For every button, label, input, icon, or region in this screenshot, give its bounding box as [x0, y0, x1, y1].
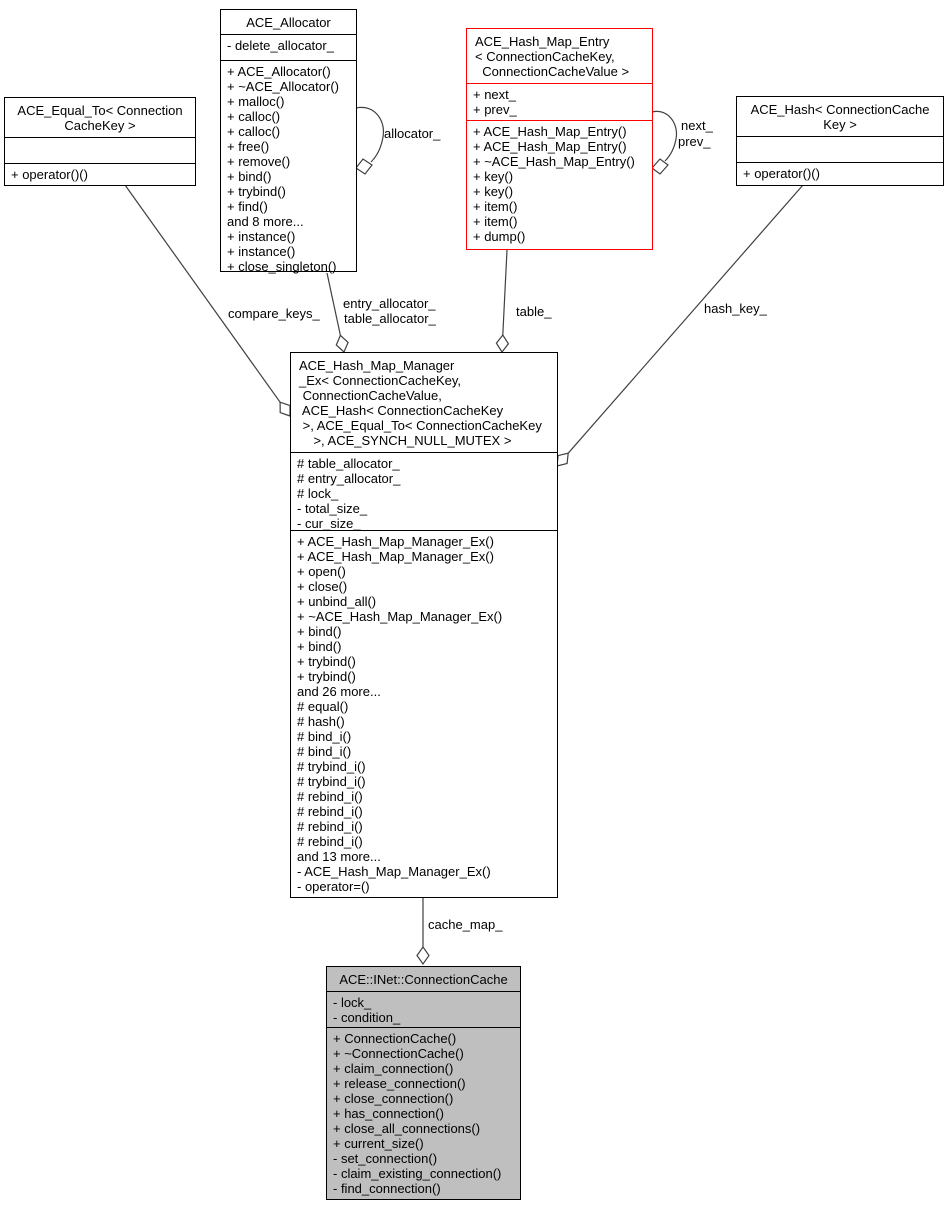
edge-entry-table-allocator — [327, 273, 340, 335]
edge-table — [503, 250, 507, 335]
member-line: - delete_allocator_ — [227, 38, 334, 53]
member-line: + release_connection() — [333, 1076, 466, 1091]
edge-label-entry-allocator: entry_allocator_ — [343, 296, 436, 311]
member-line: + ACE_Hash_Map_Entry() — [473, 124, 627, 139]
edge-label-compare-keys: compare_keys_ — [228, 306, 320, 321]
member-line: + ~ACE_Allocator() — [227, 79, 339, 94]
aggregation-diamond-hash-key — [557, 453, 568, 466]
member-line: CacheKey > — [64, 118, 136, 133]
edge-label-cache-map: cache_map_ — [428, 917, 503, 932]
member-line: + item() — [473, 214, 518, 229]
member-line: # rebind_i() — [297, 789, 363, 804]
member-line: + key() — [473, 184, 514, 199]
member-line: + instance() — [227, 229, 296, 244]
member-line: and 13 more... — [297, 849, 381, 864]
member-line: + key() — [473, 169, 514, 184]
class-title — [467, 29, 652, 84]
member-line: + dump() — [473, 229, 526, 244]
member-line: < ConnectionCacheKey, — [475, 49, 615, 64]
member-line: ACE_Hash< ConnectionCache — [750, 102, 930, 117]
class-box-ace-hash-map-entry[interactable] — [466, 28, 653, 250]
member-line: + ~ACE_Hash_Map_Manager_Ex() — [297, 609, 503, 624]
member-line: + close_all_connections() — [333, 1121, 481, 1136]
member-line: + bind() — [297, 624, 342, 639]
aggregation-diamond-cache-map — [417, 947, 429, 964]
class-title — [291, 353, 557, 453]
class-methods — [5, 164, 195, 185]
member-line: + ACE_Hash_Map_Entry() — [473, 139, 627, 154]
member-line: + claim_connection() — [333, 1061, 454, 1076]
member-line: + close_connection() — [333, 1091, 454, 1106]
edge-label-prev: prev_ — [678, 134, 711, 149]
member-line: # hash() — [297, 714, 345, 729]
member-line: + open() — [297, 564, 346, 579]
member-line: + calloc() — [227, 124, 281, 139]
member-line: # rebind_i() — [297, 819, 363, 834]
member-line: + ConnectionCache() — [333, 1031, 457, 1046]
member-line: + close() — [297, 579, 348, 594]
class-methods — [327, 1028, 520, 1199]
member-line: # trybind_i() — [297, 774, 366, 789]
member-line: ACE_Hash< ConnectionCacheKey — [299, 403, 504, 418]
class-methods — [737, 163, 943, 185]
class-title — [737, 97, 943, 137]
member-line: + operator()() — [11, 167, 88, 182]
class-attributes — [221, 35, 356, 61]
member-line: - set_connection() — [333, 1151, 438, 1166]
member-line: ACE_Equal_To< Connection — [17, 103, 183, 118]
member-line: # rebind_i() — [297, 804, 363, 819]
member-line: + operator()() — [743, 166, 820, 181]
class-methods — [291, 531, 557, 897]
member-line: ACE_Allocator — [246, 15, 331, 30]
member-line: # equal() — [297, 699, 349, 714]
member-line: >, ACE_Equal_To< ConnectionCacheKey — [299, 418, 542, 433]
member-line: + ACE_Hash_Map_Manager_Ex() — [297, 549, 494, 564]
member-line: + free() — [227, 139, 270, 154]
aggregation-diamond-allocator — [356, 159, 372, 174]
member-line: ConnectionCacheValue, — [299, 388, 442, 403]
member-line: + trybind() — [227, 184, 286, 199]
member-line: + ~ACE_Hash_Map_Entry() — [473, 154, 635, 169]
member-line: - cur_size_ — [297, 516, 361, 531]
aggregation-diamond-entry-table-allocator — [336, 335, 348, 352]
member-line: # entry_allocator_ — [297, 471, 401, 486]
member-line: ACE::INet::ConnectionCache — [339, 972, 508, 987]
class-attributes — [291, 453, 557, 531]
member-line: - find_connection() — [333, 1181, 441, 1196]
member-line: + ~ConnectionCache() — [333, 1046, 464, 1061]
member-line: - lock_ — [333, 995, 372, 1010]
member-line: + bind() — [227, 169, 272, 184]
member-line: + has_connection() — [333, 1106, 444, 1121]
member-line: + remove() — [227, 154, 291, 169]
class-attributes — [737, 137, 943, 163]
class-attributes — [327, 992, 520, 1028]
member-line: and 26 more... — [297, 684, 381, 699]
member-line: and 8 more... — [227, 214, 304, 229]
member-line: + close_singleton() — [227, 259, 337, 274]
member-line: ConnectionCacheValue > — [475, 64, 630, 79]
member-line: + find() — [227, 199, 268, 214]
member-line: # table_allocator_ — [297, 456, 400, 471]
member-line: # bind_i() — [297, 729, 352, 744]
member-line: - claim_existing_connection() — [333, 1166, 502, 1181]
aggregation-diamond-compare-keys — [280, 402, 290, 416]
member-line: + instance() — [227, 244, 296, 259]
class-attributes — [467, 84, 652, 121]
member-line: + trybind() — [297, 654, 356, 669]
edge-label-table-allocator: table_allocator_ — [344, 311, 436, 326]
class-box-ace-equal-to[interactable] — [4, 97, 196, 186]
class-methods — [221, 61, 356, 277]
class-title — [5, 98, 195, 138]
member-line: + bind() — [297, 639, 342, 654]
edge-label-allocator: allocator_ — [384, 126, 441, 141]
aggregation-diamond-next-prev — [652, 159, 668, 174]
aggregation-diamond-table — [496, 335, 508, 352]
class-title — [327, 967, 520, 992]
member-line: + malloc() — [227, 94, 285, 109]
member-line: - condition_ — [333, 1010, 401, 1025]
member-line: # bind_i() — [297, 744, 352, 759]
member-line: # lock_ — [297, 486, 339, 501]
edge-next-prev-self-loop — [652, 111, 676, 161]
member-line: + ACE_Hash_Map_Manager_Ex() — [297, 534, 494, 549]
edge-allocator-self-loop — [356, 107, 383, 162]
member-line: + current_size() — [333, 1136, 424, 1151]
member-line: Key > — [823, 117, 857, 132]
class-title — [221, 10, 356, 35]
member-line: + calloc() — [227, 109, 281, 124]
member-line: ACE_Hash_Map_Manager — [299, 358, 455, 373]
member-line: _Ex< ConnectionCacheKey, — [299, 373, 461, 388]
member-line: # rebind_i() — [297, 834, 363, 849]
edge-label-table: table_ — [516, 304, 552, 319]
member-line: ACE_Hash_Map_Entry — [475, 34, 610, 49]
edge-label-next: next_ — [681, 118, 713, 133]
class-box-ace-inet-connection-cache — [326, 966, 521, 1200]
member-line: + ACE_Allocator() — [227, 64, 331, 79]
class-box-ace-hash[interactable] — [736, 96, 944, 186]
member-line: - operator=() — [297, 879, 370, 894]
member-line: # trybind_i() — [297, 759, 366, 774]
edge-label-hash-key: hash_key_ — [704, 301, 767, 316]
member-line: - ACE_Hash_Map_Manager_Ex() — [297, 864, 491, 879]
member-line: + prev_ — [473, 102, 517, 117]
member-line: >, ACE_SYNCH_NULL_MUTEX > — [299, 433, 512, 448]
member-line: - total_size_ — [297, 501, 368, 516]
member-line: + unbind_all() — [297, 594, 377, 609]
class-attributes — [5, 138, 195, 164]
class-box-ace-allocator[interactable] — [220, 9, 357, 272]
class-box-ace-hash-map-manager-ex[interactable] — [290, 352, 558, 898]
member-line: + next_ — [473, 87, 517, 102]
member-line: + trybind() — [297, 669, 356, 684]
member-line: + item() — [473, 199, 518, 214]
class-methods — [467, 121, 652, 249]
